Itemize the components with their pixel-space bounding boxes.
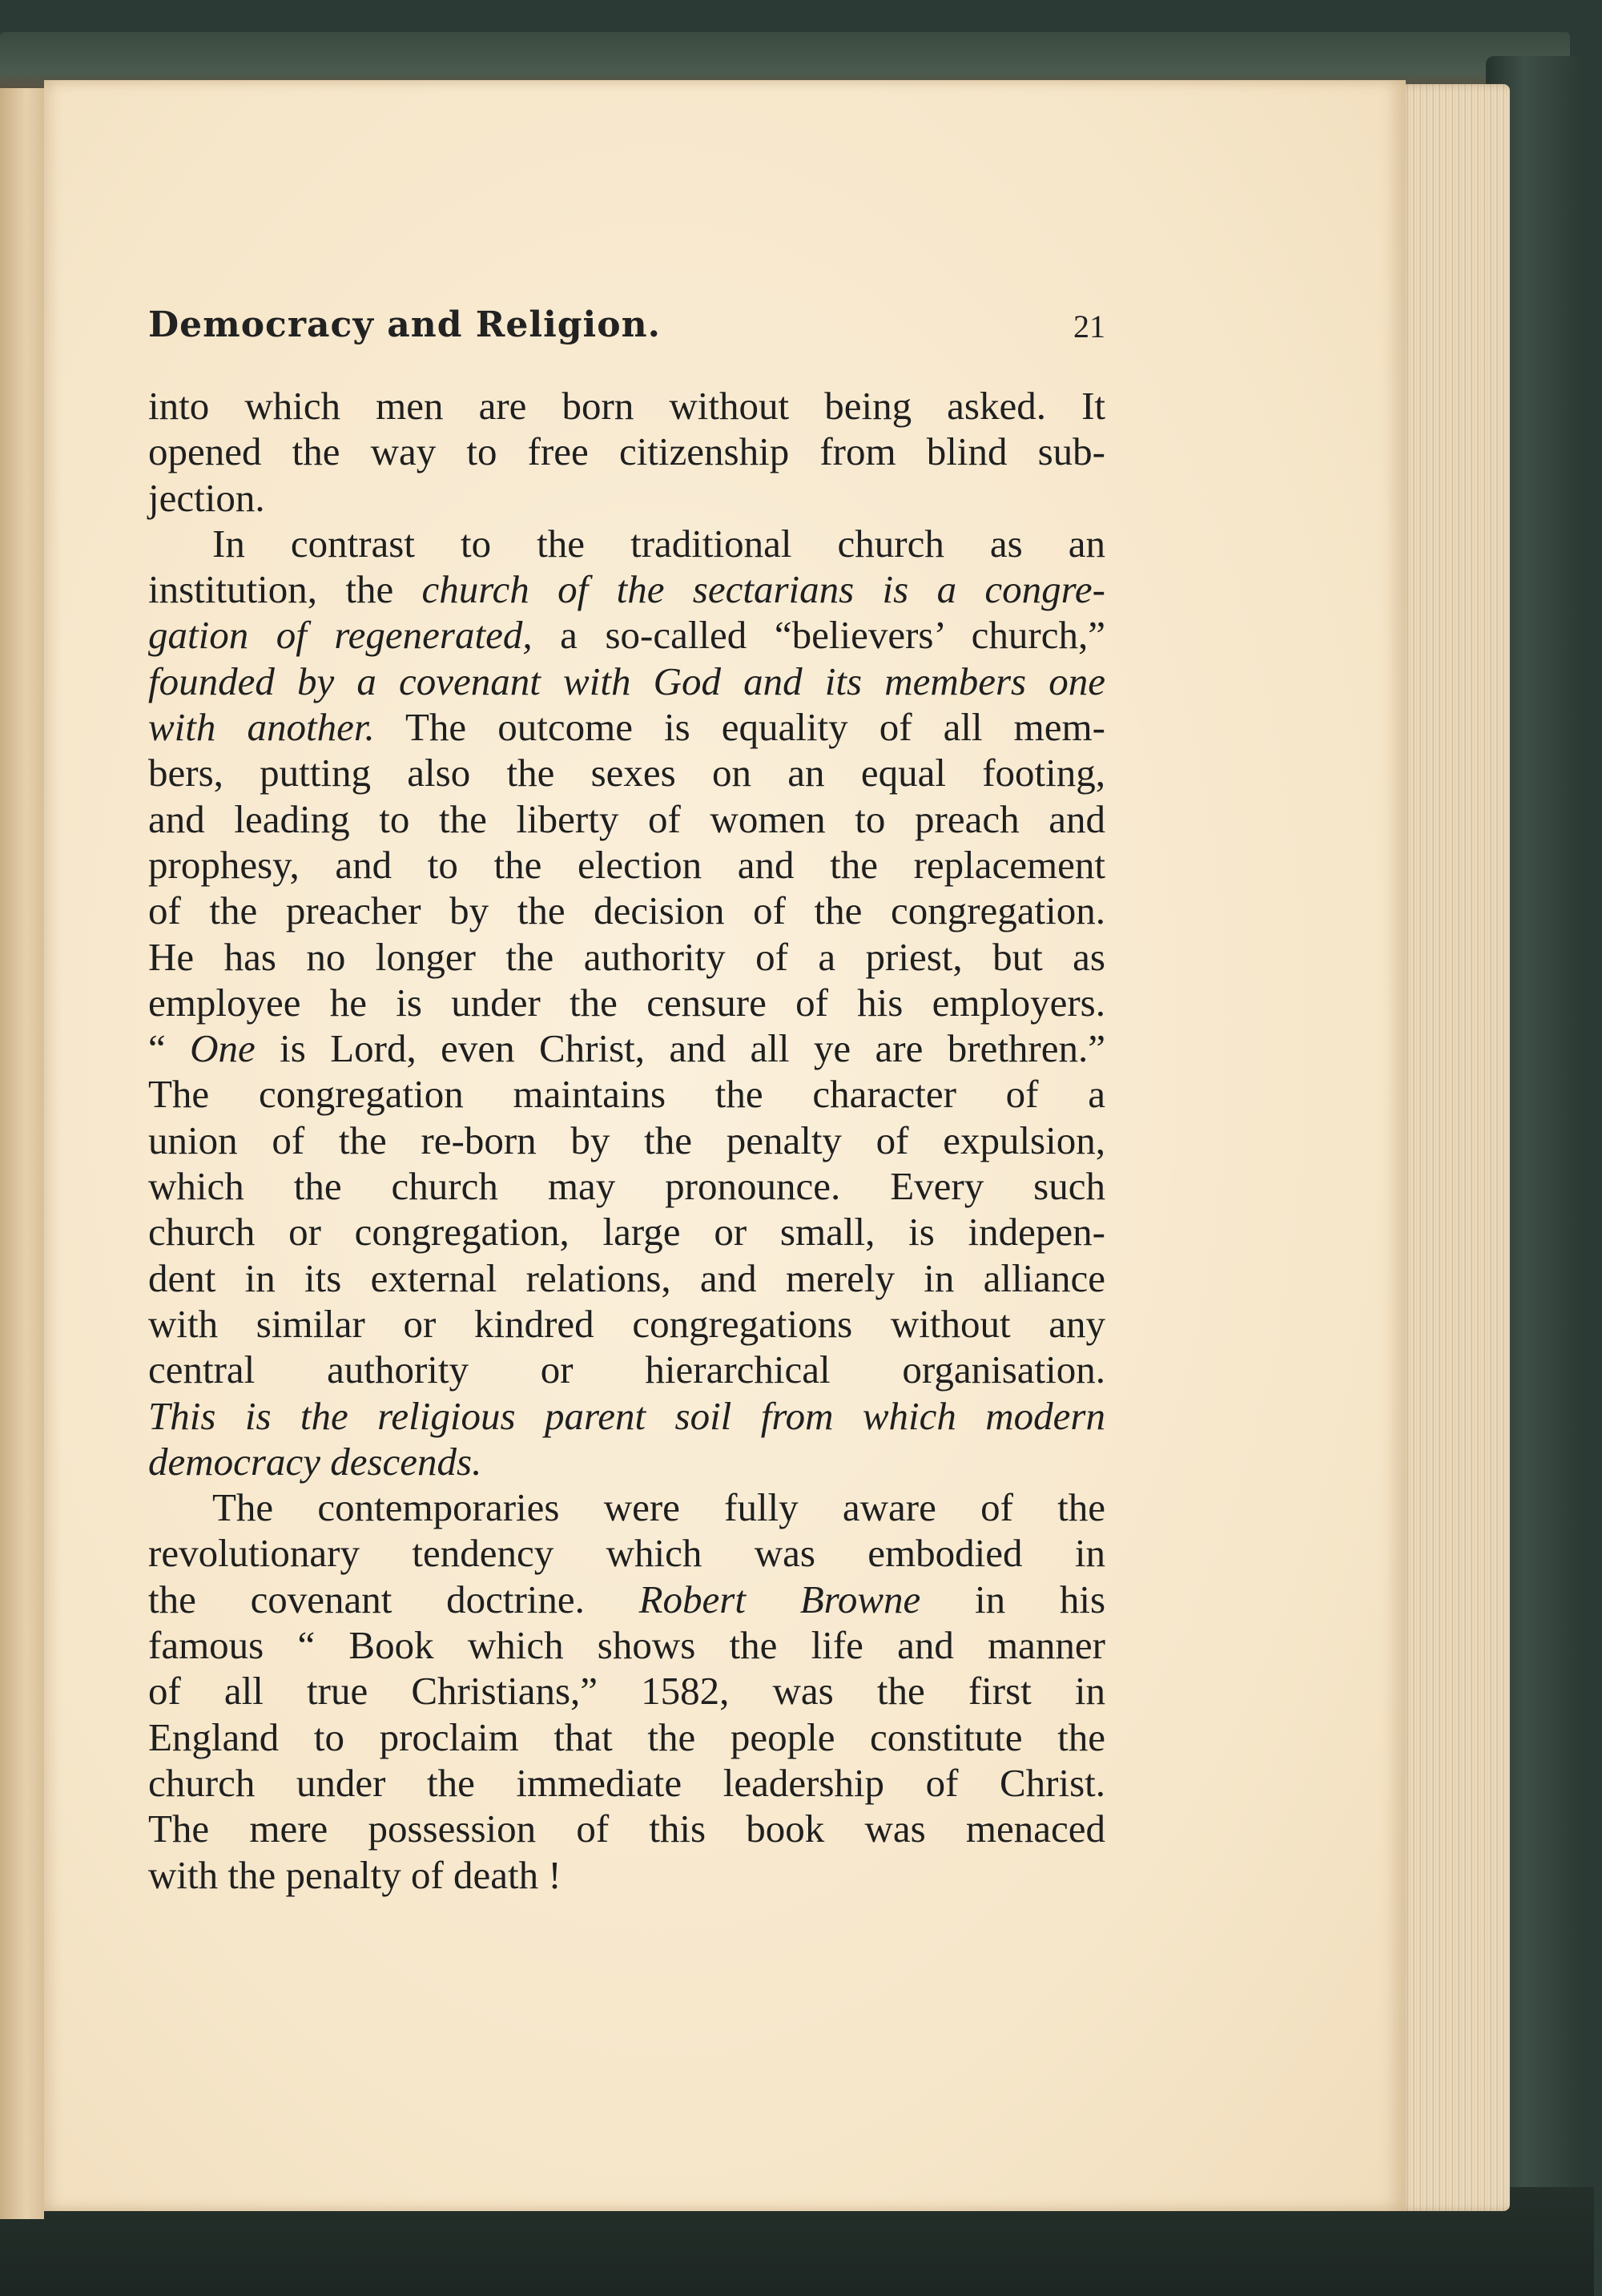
text-span: England to proclaim that the people constitute the xyxy=(148,1714,1105,1759)
text-span: jection. xyxy=(148,475,265,520)
text-line xyxy=(148,842,1105,888)
text-span: democracy descends. xyxy=(148,1439,482,1484)
text-span: in his xyxy=(920,1577,1106,1621)
text-span-italic: church of the sectarians is a congre- xyxy=(421,567,1105,612)
text-span: This is the religious parent soil from which modern xyxy=(148,1393,1105,1438)
text-line xyxy=(148,934,1105,980)
text-line xyxy=(148,1530,1105,1576)
text-span: The mere possession of this book was menaced xyxy=(148,1807,1105,1851)
facing-page-edge xyxy=(0,88,44,2219)
text-span: founded by a covenant with God and its members one xyxy=(148,659,1105,703)
text-line xyxy=(148,1071,1105,1117)
text-span: dent in its external relations, and merely in alliance xyxy=(148,1255,1105,1300)
text-span: and leading to the liberty of women to preach and xyxy=(148,796,1105,841)
text-line xyxy=(148,1393,1105,1439)
text-span: prophesy, and to the election and the replacement xyxy=(148,842,1105,887)
text-line xyxy=(148,1301,1105,1347)
text-line xyxy=(148,1484,1105,1530)
text-line xyxy=(148,612,1105,658)
text-line xyxy=(148,1347,1105,1392)
page-header xyxy=(148,304,1105,361)
text-line xyxy=(148,1852,1105,1898)
text-line xyxy=(148,1622,1105,1668)
text-span: The contemporaries were fully aware of the xyxy=(212,1485,1105,1530)
text-span: opened the way to free citizenship from blind sub- xyxy=(148,429,1105,474)
text-span: a so-called “believers’ church,” xyxy=(532,613,1105,658)
text-span: of the preacher by the decision of the congregation. xyxy=(148,888,1105,933)
text-line xyxy=(148,1255,1105,1301)
text-span: church under the immediate leadership of Christ. xyxy=(148,1760,1105,1805)
text-span: revolutionary tendency which was embodied in xyxy=(148,1531,1105,1576)
text-span: with similar or kindred congregations without any xyxy=(148,1301,1105,1346)
text-line xyxy=(148,521,1105,566)
text-line xyxy=(148,796,1105,842)
text-span: The congregation maintains the character of a xyxy=(148,1072,1105,1117)
text-line xyxy=(148,1760,1105,1806)
text-line xyxy=(148,750,1105,796)
text-span: He has no longer the authority of a priest, but as xyxy=(148,934,1105,979)
text-line xyxy=(148,383,1105,429)
text-span: gation of regenerated, xyxy=(148,613,533,658)
running-title: Democracy and Religion. xyxy=(148,304,661,345)
text-line xyxy=(148,475,1105,521)
text-line xyxy=(148,429,1105,474)
text-span: with another. xyxy=(148,705,375,750)
text-span: union of the re-born by the penalty of expulsion, xyxy=(148,1118,1105,1162)
text-line xyxy=(148,1025,1105,1071)
text-span: central authority or hierarchical organisation. xyxy=(148,1347,1105,1392)
text-span: institution, the xyxy=(148,567,422,612)
text-span: bers, putting also the sexes on an equal footing, xyxy=(148,751,1105,796)
text-span: employee he is under the censure of his employers. xyxy=(148,980,1105,1025)
text-span: famous “ Book which shows the life and manner xyxy=(148,1623,1105,1668)
page-block-edges xyxy=(1398,84,1510,2211)
text-span: “ xyxy=(148,1026,191,1071)
body-text xyxy=(148,383,1105,1898)
text-span: is Lord, even Christ, and all ye are brethren.” xyxy=(255,1026,1105,1071)
text-line xyxy=(148,566,1105,612)
text-span: with the penalty of death ! xyxy=(148,1852,562,1897)
text-span: the covenant doctrine. xyxy=(148,1577,639,1621)
text-span-italic: Robert Browne xyxy=(638,1577,921,1621)
text-line xyxy=(148,888,1105,933)
page-number: 21 xyxy=(1073,308,1105,344)
text-line xyxy=(148,704,1105,750)
text-span: of all true Christians,” 1582, was the first in xyxy=(148,1669,1105,1714)
text-span: The outcome is equality of all mem- xyxy=(374,705,1105,750)
text-line xyxy=(148,1209,1105,1255)
text-line xyxy=(148,1806,1105,1851)
text-line xyxy=(148,1439,1105,1484)
text-span: into which men are born without being asked. It xyxy=(148,384,1105,428)
text-span: In contrast to the traditional church as an xyxy=(212,521,1105,566)
text-line xyxy=(148,659,1105,704)
text-line xyxy=(148,1163,1105,1209)
text-line xyxy=(148,1668,1105,1714)
text-line xyxy=(148,1577,1105,1622)
text-span: church or congregation, large or small, is indepen- xyxy=(148,1210,1105,1255)
text-span-italic: One xyxy=(190,1026,256,1071)
text-line xyxy=(148,1118,1105,1163)
text-line xyxy=(148,1714,1105,1760)
text-span: which the church may pronounce. Every such xyxy=(148,1164,1105,1209)
text-line xyxy=(148,980,1105,1025)
